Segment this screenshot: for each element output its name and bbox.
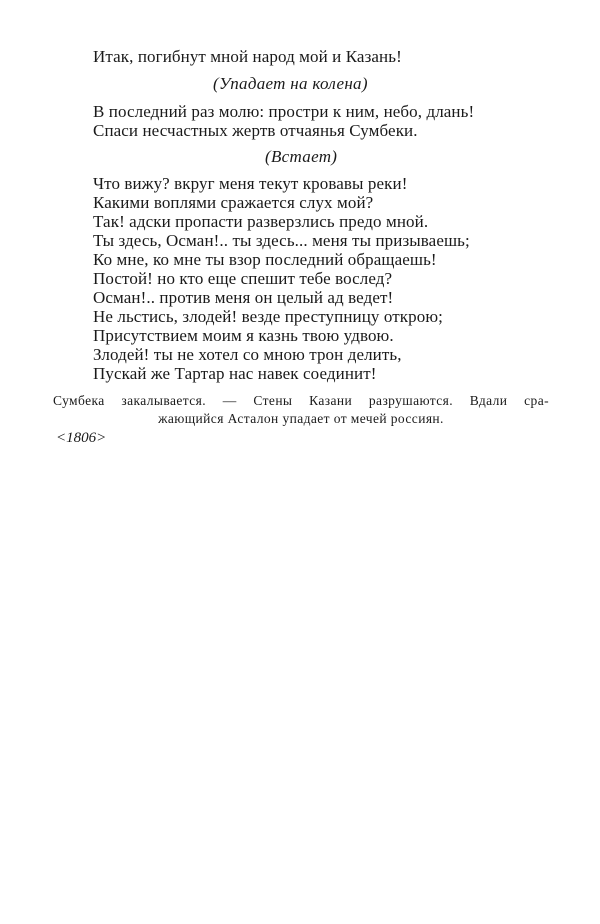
verse-line: Злодей! ты не хотел со мною трон делить, bbox=[93, 345, 402, 364]
verse-line: Осман!.. против меня он целый ад ведет! bbox=[93, 288, 394, 307]
verse-line: Спаси несчастных жертв отчаянья Сумбеки. bbox=[93, 121, 418, 140]
verse-line: Не льстись, злодей! везде преступницу открою; bbox=[93, 307, 443, 326]
verse-line: Итак, погибнут мной народ мой и Казань! bbox=[93, 47, 402, 66]
verse-line: Ко мне, ко мне ты взор последний обращаешь! bbox=[93, 250, 437, 269]
verse-line: В последний раз молю: простри к ним, небо, длань! bbox=[93, 102, 475, 121]
verse-line: Присутствием моим я казнь твою удвою. bbox=[93, 326, 394, 345]
stage-note-line: жающийся Асталон упадает от мечей россиян. bbox=[158, 411, 444, 426]
verse-line: Постой! но кто еще спешит тебе вослед? bbox=[93, 269, 393, 288]
stage-direction-kneels: (Упадает на колена) bbox=[213, 74, 368, 93]
closing-stage-note bbox=[53, 392, 549, 428]
verse-line: Пускай же Тартар нас навек соединит! bbox=[93, 364, 377, 383]
stage-direction-rises: (Встает) bbox=[265, 147, 338, 166]
date-of-composition: <1806> bbox=[56, 430, 107, 446]
verse-line: Так! адски пропасти разверзлись предо мной. bbox=[93, 212, 429, 231]
verse-line: Ты здесь, Осман!.. ты здесь... меня ты призываешь; bbox=[93, 231, 470, 250]
verse-line: Что вижу? вкруг меня текут кровавы реки! bbox=[93, 174, 408, 193]
verse-line: Какими воплями сражается слух мой? bbox=[93, 193, 374, 212]
stage-note-line: Сумбека закалывается. — Стены Казани разрушаются. Вдали сра- bbox=[53, 393, 549, 408]
